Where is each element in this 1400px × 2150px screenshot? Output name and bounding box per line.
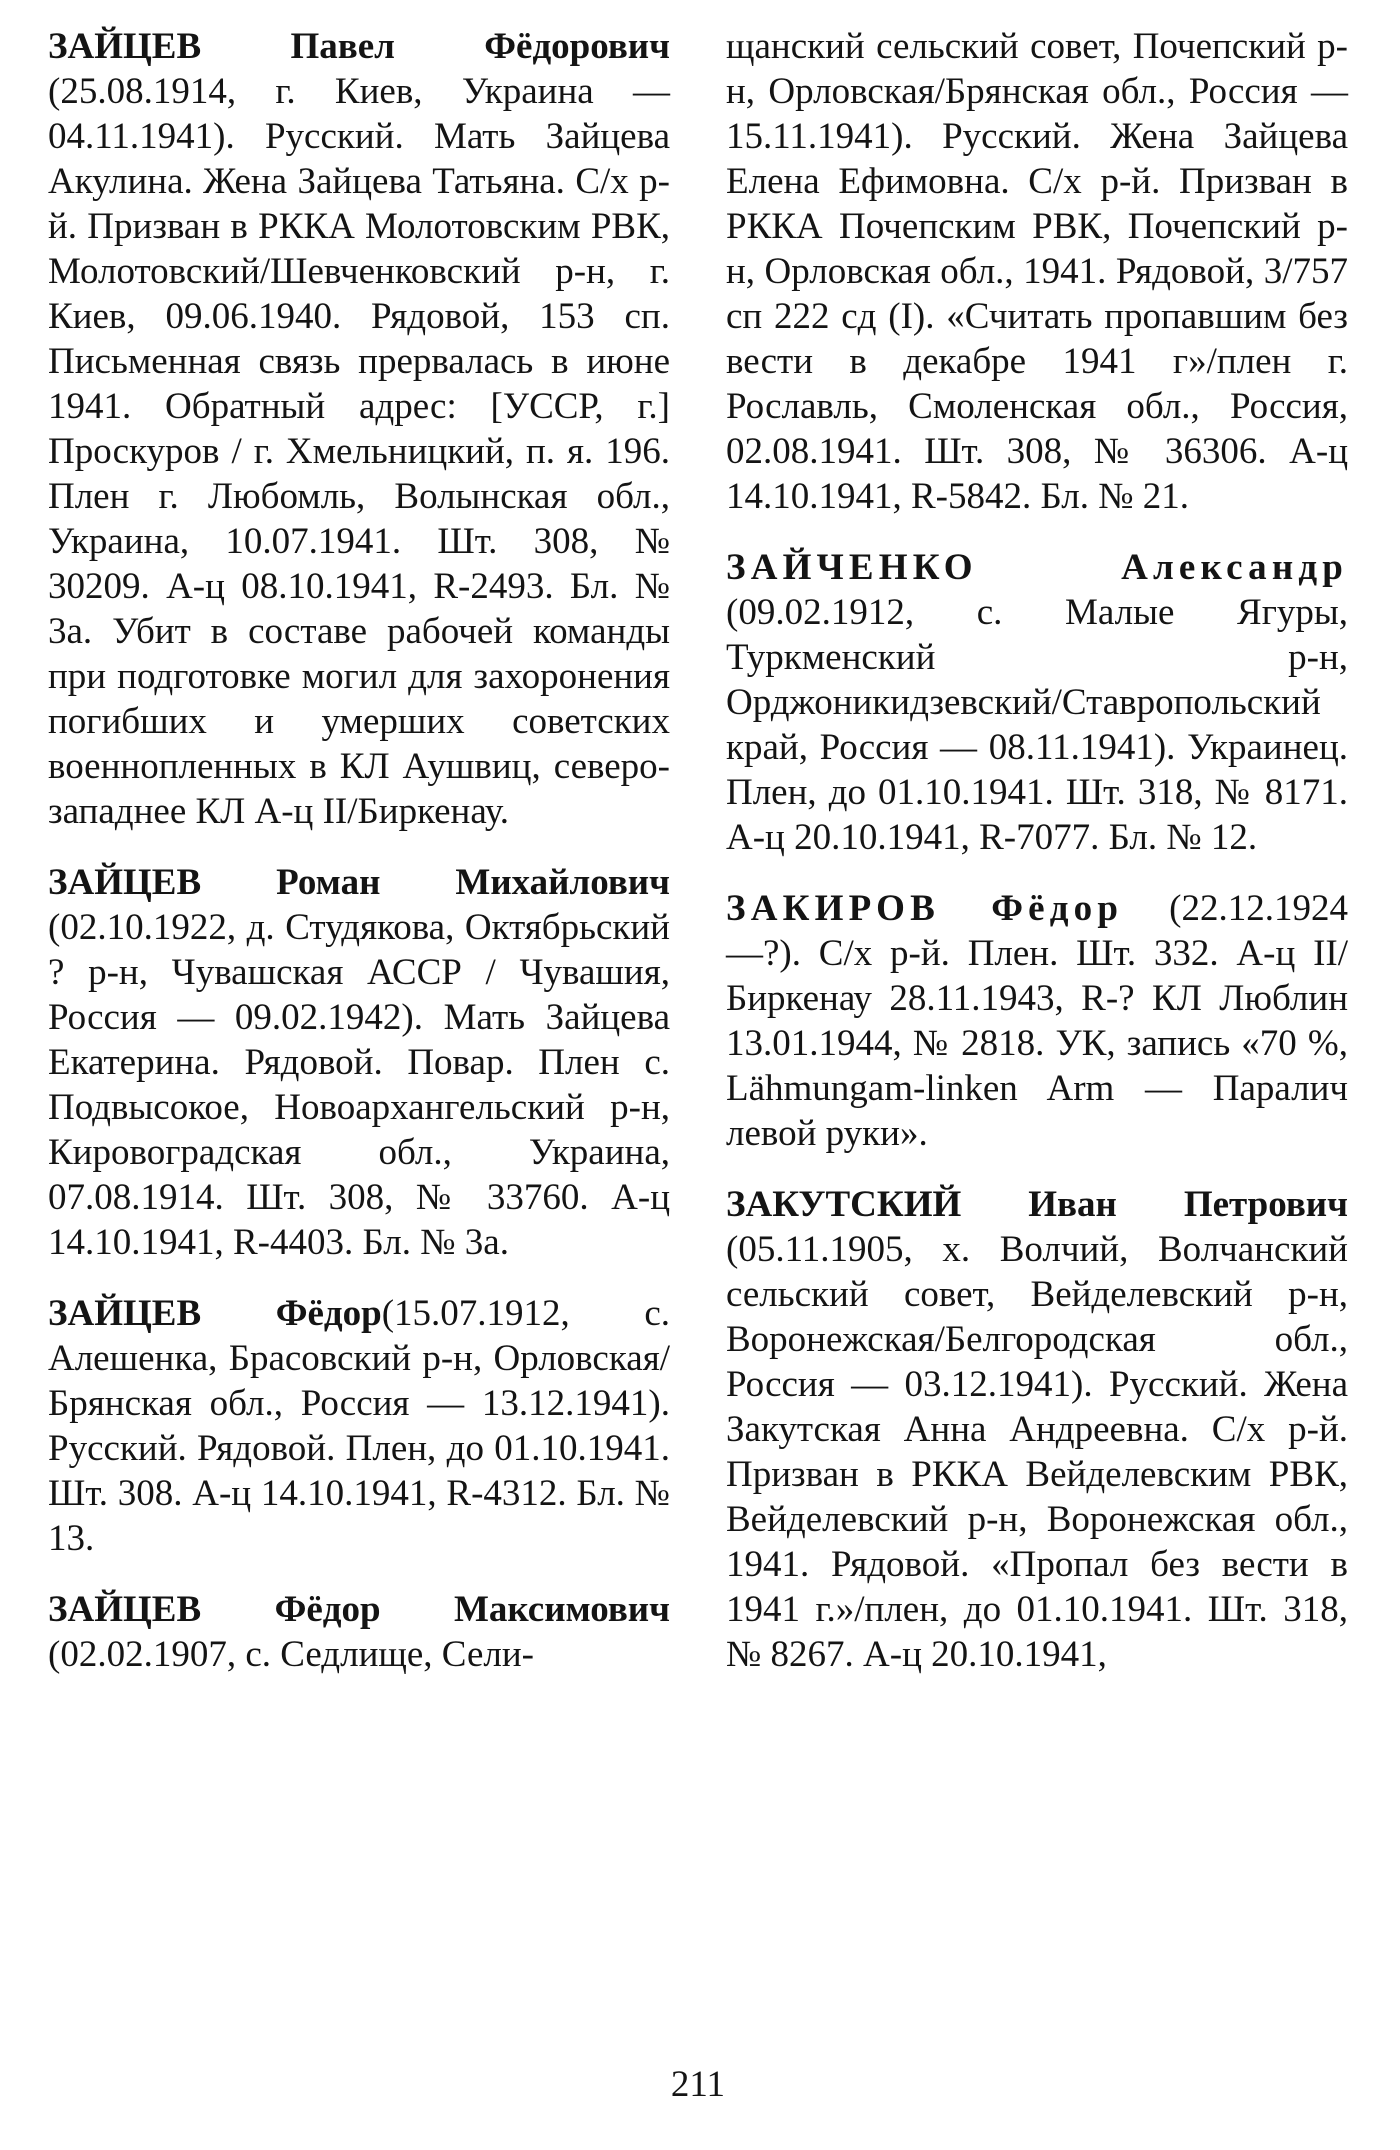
left-column (48, 24, 670, 1677)
pow-entry (726, 1182, 1348, 1677)
pow-entry (726, 886, 1348, 1156)
entry-text: (15.07.1912, с. Алешенка, Брасовский р-н, Орловская/Брянская обл., Россия — 13.12.1941). Русский. Рядовой. Плен, до 01.10.1941. Шт. 308. А-ц 14.10.1941, R-4312. Бл. № 13. (48, 1293, 670, 1559)
person-name: ЗАЙЦЕВ Роман Михайлович (48, 862, 670, 903)
person-name: ЗАЙЦЕВ Фёдор (48, 1293, 382, 1334)
pow-entry (726, 545, 1348, 860)
person-name: ЗАЙЦЕВ Павел Фёдорович (48, 26, 670, 67)
entry-text: (22.12.1924—?). С/х р-й. Плен. Шт. 332. А-ц II/Биркенау 28.11.1943, R-? КЛ Люблин 13.01.1944, № 2818. УК, запись «70 %, Lähmungam-linken Arm — Паралич левой руки». (726, 888, 1348, 1154)
pow-entry (48, 860, 670, 1265)
person-name: ЗАЙЧЕНКО Александр (726, 547, 1348, 588)
entry-text: (05.11.1905, х. Волчий, Волчанский сельский совет, Вейделевский р-н, Воронежская/Белгородская обл., Россия — 03.12.1941). Русский. Жена Закутская Анна Андреевна. С/х р-й. Призван в РККА Вейделевским РВК, Вейделевский р-н, Воронежская обл., 1941. Рядовой. «Пропал без вести в 1941 г.»/плен, до 01.10.1941. Шт. 318, № 8267. А-ц 20.10.1941, (726, 1229, 1348, 1675)
entry-text: (09.02.1912, с. Малые Ягуры, Туркменский р-н, Орджоникидзевский/Ставропольский край, Россия — 08.11.1941). Украинец. Плен, до 01.10.1941. Шт. 318, № 8171. А-ц 20.10.1941, R-7077. Бл. № 12. (726, 592, 1348, 858)
entry-text: (02.10.1922, д. Студякова, Октябрьский ? р-н, Чувашская АССР / Чувашия, Россия — 09.02.1942). Мать Зайцева Екатерина. Рядовой. Повар. Плен с. Подвысокое, Новоархангельский р-н, Кировоградская обл., Украина, 07.08.1914. Шт. 308, № 33760. А-ц 14.10.1941, R-4403. Бл. № 3а. (48, 907, 670, 1263)
entry-text: (25.08.1914, г. Киев, Украина — 04.11.1941). Русский. Мать Зайцева Акулина. Жена Зайцева Татьяна. С/х р-й. Призван в РККА Молотовским РВК, Молотовский/Шевченковский р-н, г. Киев, 09.06.1940. Рядовой, 153 сп. Письменная связь прервалась в июне 1941. Обратный адрес: [УССР, г.] Проскуров / г. Хмельницкий, п. я. 196. Плен г. Любомль, Волынская обл., Украина, 10.07.1941. Шт. 308, № 30209. А-ц 08.10.1941, R-2493. Бл. № 3а. Убит в составе рабочей команды при подготовке могил для захоронения погибших и умерших советских военнопленных в КЛ Аушвиц, северо-западнее КЛ А-ц II/Биркенау. (48, 71, 670, 832)
pow-entry (48, 1587, 670, 1677)
pow-entry (48, 1291, 670, 1561)
entry-text: (02.02.1907, с. Седлище, Сели- (48, 1634, 534, 1675)
entry-text: щанский сельский совет, Почепский р-н, Орловская/Брянская обл., Россия — 15.11.1941). Русский. Жена Зайцева Елена Ефимовна. С/х р-й. Призван в РККА Почепским РВК, Почепский р-н, Орловская обл., 1941. Рядовой, 3/757 сп 222 сд (I). «Считать пропавшим без вести в декабре 1941 г»/плен г. Рославль, Смоленская обл., Россия, 02.08.1941. Шт. 308, № 36306. А-ц 14.10.1941, R-5842. Бл. № 21. (726, 26, 1348, 517)
person-name: ЗАКУТСКИЙ Иван Петрович (726, 1184, 1348, 1225)
page-number: 211 (670, 2064, 726, 2105)
person-name: ЗАЙЦЕВ Фёдор Максимович (48, 1589, 670, 1630)
right-column (726, 24, 1348, 1677)
pow-entry (48, 24, 670, 834)
pow-entry-continuation (726, 24, 1348, 519)
person-name: ЗАКИРОВ Фёдор (726, 888, 1124, 929)
